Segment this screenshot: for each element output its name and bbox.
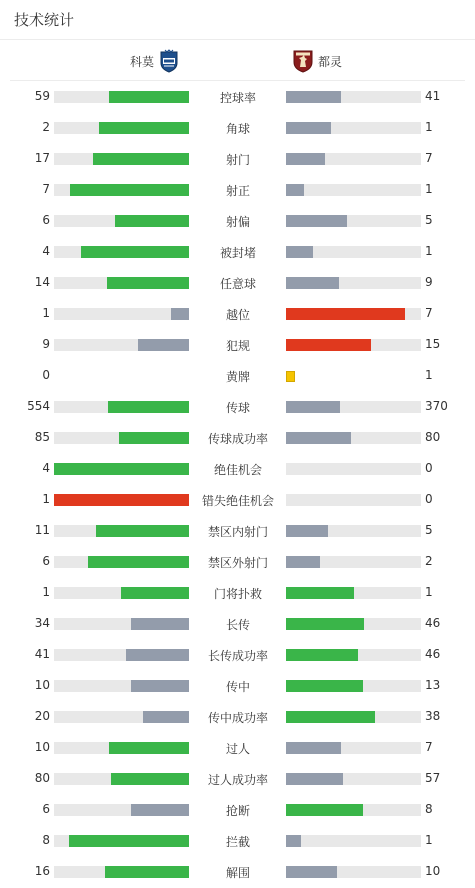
- away-stat-value: 7: [425, 306, 433, 320]
- away-stat-value: 15: [425, 337, 441, 351]
- away-stat-value: 5: [425, 213, 433, 227]
- home-team[interactable]: [126, 49, 180, 73]
- home-stat-bar: [138, 339, 189, 351]
- home-stat-bar: [119, 432, 189, 444]
- home-stat-bar: [93, 153, 189, 165]
- away-stat-bar: [286, 153, 325, 165]
- home-stat-value: 10: [34, 678, 50, 692]
- home-stat-bar-track: [54, 153, 189, 165]
- stat-row: [0, 551, 475, 573]
- away-team-name: 都灵: [318, 54, 343, 69]
- home-stat-bar: [54, 463, 189, 475]
- stat-label: 射偏: [225, 215, 250, 229]
- away-stat-bar-track: [286, 804, 421, 816]
- away-stat-bar: [286, 277, 339, 289]
- stat-label: 传中成功率: [207, 711, 268, 725]
- away-stat-bar: [286, 432, 351, 444]
- home-stat-bar-track: [54, 277, 189, 289]
- home-stat-bar: [126, 649, 189, 661]
- home-stat-bar: [171, 308, 189, 320]
- home-stat-bar-track: [54, 804, 189, 816]
- home-stat-value: 85: [34, 430, 50, 444]
- away-stat-value: 5: [425, 523, 433, 537]
- away-stat-bar-track: [286, 742, 421, 754]
- away-stat-bar-track: [286, 494, 421, 506]
- home-stat-bar: [131, 618, 189, 630]
- away-stat-bar-track: [286, 401, 421, 413]
- away-stat-bar-track: [286, 246, 421, 258]
- away-stat-bar-track: [286, 339, 421, 351]
- away-stat-value: 1: [425, 244, 433, 258]
- away-stat-value: 2: [425, 554, 433, 568]
- home-stat-bar-track: [54, 215, 189, 227]
- away-stat-bar: [286, 339, 371, 351]
- home-stat-bar: [121, 587, 189, 599]
- away-stat-value: 7: [425, 151, 433, 165]
- home-stat-value: 20: [34, 709, 50, 723]
- away-stat-bar-track: [286, 184, 421, 196]
- home-stat-value: 17: [34, 151, 50, 165]
- home-stat-bar-track: [54, 525, 189, 537]
- away-stat-bar-track: [286, 277, 421, 289]
- teams-header: [10, 40, 465, 81]
- stat-label: 解围: [225, 866, 250, 880]
- away-stat-bar: [286, 525, 328, 537]
- home-stat-bar-track: [54, 246, 189, 258]
- stat-row: [0, 830, 475, 852]
- away-stat-bar-track: [286, 308, 421, 320]
- stat-row: [0, 427, 475, 449]
- away-stat-bar: [286, 184, 304, 196]
- stat-row: [0, 489, 475, 511]
- stat-label: 抢断: [225, 804, 250, 818]
- home-stat-bar-track: [54, 680, 189, 692]
- home-stat-bar: [107, 277, 189, 289]
- home-stat-value: 11: [34, 523, 50, 537]
- home-stat-value: 9: [42, 337, 50, 351]
- away-stat-bar-track: [286, 215, 421, 227]
- stat-row: [0, 303, 475, 325]
- home-stat-bar: [99, 122, 189, 134]
- away-stat-bar-track: [286, 649, 421, 661]
- home-stat-bar-track: [54, 866, 189, 878]
- away-stat-value: 9: [425, 275, 433, 289]
- home-stat-value: 8: [42, 833, 50, 847]
- away-stat-bar: [286, 742, 341, 754]
- away-stat-value: 1: [425, 182, 433, 196]
- stat-label: 长传: [225, 618, 250, 632]
- home-stat-value: 14: [34, 275, 50, 289]
- page-title-text: 技术统计: [14, 11, 75, 29]
- away-stat-value: 1: [425, 120, 433, 134]
- como-crest-icon: [158, 49, 180, 73]
- away-stat-value: 0: [425, 461, 433, 475]
- away-stat-bar-track: [286, 122, 421, 134]
- home-stat-bar-track: [54, 773, 189, 785]
- stat-row: [0, 241, 475, 263]
- home-stat-bar: [88, 556, 189, 568]
- away-stat-bar: [286, 215, 347, 227]
- home-stat-bar-track: [54, 401, 189, 413]
- stat-row: [0, 86, 475, 108]
- home-stat-value: 16: [34, 864, 50, 878]
- stat-label: 射正: [225, 184, 250, 198]
- home-stat-bar-track: [54, 587, 189, 599]
- home-team-name: 科莫: [129, 54, 154, 69]
- home-stat-value: 1: [42, 585, 50, 599]
- stat-label: 禁区外射门: [207, 556, 268, 570]
- home-stat-value: 1: [42, 492, 50, 506]
- page-title: [0, 0, 475, 40]
- stat-label: 过人: [225, 742, 250, 756]
- home-stat-bar: [109, 742, 189, 754]
- away-stat-bar-track: [286, 866, 421, 878]
- away-stat-bar: [286, 308, 405, 320]
- stat-label: 门将扑救: [213, 587, 262, 601]
- stat-label: 拦截: [225, 835, 250, 849]
- away-stat-bar: [286, 866, 337, 878]
- away-stat-value: 57: [425, 771, 441, 785]
- home-stat-value: 2: [42, 120, 50, 134]
- away-stat-bar: [286, 773, 343, 785]
- away-stat-value: 370: [425, 399, 448, 413]
- home-stat-bar: [96, 525, 189, 537]
- home-stat-bar: [131, 804, 189, 816]
- home-stat-bar-track: [54, 122, 189, 134]
- stat-label: 越位: [225, 308, 250, 322]
- stat-row: [0, 148, 475, 170]
- stat-row: [0, 520, 475, 542]
- home-stat-bar-track: [54, 91, 189, 103]
- home-stat-value: 0: [42, 368, 50, 382]
- home-stat-bar: [143, 711, 189, 723]
- away-stat-value: 0: [425, 492, 433, 506]
- stat-row: [0, 799, 475, 821]
- home-stat-bar: [105, 866, 189, 878]
- away-stat-value: 1: [425, 833, 433, 847]
- stat-label: 错失绝佳机会: [201, 494, 274, 508]
- away-stat-value: 80: [425, 430, 441, 444]
- away-stat-bar-track: [286, 587, 421, 599]
- home-stat-value: 80: [34, 771, 50, 785]
- away-stat-bar: [286, 835, 301, 847]
- away-stat-value: 46: [425, 647, 441, 661]
- home-stat-value: 59: [34, 89, 50, 103]
- home-stat-bar-track: [54, 711, 189, 723]
- away-stat-value: 1: [425, 368, 433, 382]
- home-stat-bar: [69, 835, 189, 847]
- away-stat-bar-track: [286, 835, 421, 847]
- home-stat-bar-track: [54, 494, 189, 506]
- away-stat-bar-track: [286, 432, 421, 444]
- away-stat-value: 13: [425, 678, 441, 692]
- stat-row: [0, 334, 475, 356]
- home-stat-value: 6: [42, 213, 50, 227]
- stat-label: 黄牌: [225, 370, 250, 384]
- stat-row: [0, 396, 475, 418]
- away-stat-bar: [286, 122, 331, 134]
- away-stat-bar: [286, 587, 354, 599]
- stat-row: [0, 737, 475, 759]
- home-stat-bar: [54, 494, 189, 506]
- stat-row: [0, 613, 475, 635]
- away-stat-bar-track: [286, 153, 421, 165]
- away-stat-bar: [286, 680, 363, 692]
- home-stat-value: 1: [42, 306, 50, 320]
- stat-row: [0, 706, 475, 728]
- stat-label: 禁区内射门: [207, 525, 268, 539]
- away-team[interactable]: [292, 49, 346, 73]
- away-stat-bar-track: [286, 773, 421, 785]
- home-stat-value: 10: [34, 740, 50, 754]
- away-stat-value: 46: [425, 616, 441, 630]
- home-stat-bar: [108, 401, 189, 413]
- away-stat-value: 41: [425, 89, 441, 103]
- away-stat-bar: [286, 711, 375, 723]
- stat-row: [0, 644, 475, 666]
- away-stat-bar: [286, 401, 340, 413]
- home-stat-value: 4: [42, 244, 50, 258]
- stat-row: [0, 768, 475, 790]
- away-stat-bar-track: [286, 556, 421, 568]
- away-stat-value: 38: [425, 709, 441, 723]
- stat-label: 控球率: [219, 91, 256, 105]
- stat-row: [0, 458, 475, 480]
- home-stat-value: 6: [42, 802, 50, 816]
- stat-row: [0, 861, 475, 883]
- home-stat-bar: [81, 246, 189, 258]
- home-stat-value: 7: [42, 182, 50, 196]
- away-stat-bar: [286, 556, 320, 568]
- stat-label: 绝佳机会: [213, 463, 262, 477]
- yellow-card-icon: [286, 371, 295, 382]
- home-stat-bar-track: [54, 556, 189, 568]
- away-stat-bar: [286, 804, 363, 816]
- stat-row: [0, 675, 475, 697]
- away-stat-bar-track: [286, 463, 421, 475]
- away-stat-value: 8: [425, 802, 433, 816]
- home-stat-value: 34: [34, 616, 50, 630]
- stat-row: [0, 210, 475, 232]
- stat-row: [0, 117, 475, 139]
- home-stat-value: 4: [42, 461, 50, 475]
- torino-crest-icon: [292, 49, 314, 73]
- away-stat-bar-track: [286, 525, 421, 537]
- home-stat-bar: [111, 773, 189, 785]
- stat-label: 过人成功率: [207, 773, 268, 787]
- home-stat-bar: [131, 680, 189, 692]
- home-stat-value: 554: [27, 399, 50, 413]
- home-stat-bar-track: [54, 649, 189, 661]
- home-stat-bar-track: [54, 308, 189, 320]
- home-stat-bar-track: [54, 432, 189, 444]
- home-stat-bar: [115, 215, 189, 227]
- stat-label: 长传成功率: [207, 649, 268, 663]
- away-stat-bar: [286, 91, 341, 103]
- stat-label: 传中: [225, 680, 250, 694]
- home-stat-bar-track: [54, 742, 189, 754]
- away-stat-bar: [286, 649, 358, 661]
- stat-label: 犯规: [225, 339, 250, 353]
- stat-label: 传球成功率: [207, 432, 268, 446]
- home-stat-bar-track: [54, 618, 189, 630]
- stat-row: [0, 582, 475, 604]
- stat-row: [0, 272, 475, 294]
- away-stat-value: 7: [425, 740, 433, 754]
- stat-row: [0, 365, 475, 387]
- stat-row: [0, 179, 475, 201]
- away-stat-bar-track: [286, 91, 421, 103]
- home-stat-bar-track: [54, 184, 189, 196]
- home-stat-value: 41: [34, 647, 50, 661]
- home-stat-bar: [70, 184, 189, 196]
- away-stat-bar: [286, 246, 313, 258]
- home-stat-bar-track: [54, 463, 189, 475]
- away-stat-bar-track: [286, 618, 421, 630]
- home-stat-value: 6: [42, 554, 50, 568]
- away-stat-value: 1: [425, 585, 433, 599]
- stat-label: 传球: [225, 401, 250, 415]
- stat-label: 角球: [225, 122, 250, 136]
- stat-label: 被封堵: [219, 246, 256, 260]
- stat-label: 射门: [225, 153, 250, 167]
- stat-label: 任意球: [219, 277, 256, 291]
- home-stat-bar-track: [54, 339, 189, 351]
- away-stat-bar-track: [286, 680, 421, 692]
- home-stat-bar-track: [54, 835, 189, 847]
- away-stat-bar-track: [286, 711, 421, 723]
- home-stat-bar: [109, 91, 189, 103]
- away-stat-value: 10: [425, 864, 441, 878]
- away-stat-bar: [286, 618, 364, 630]
